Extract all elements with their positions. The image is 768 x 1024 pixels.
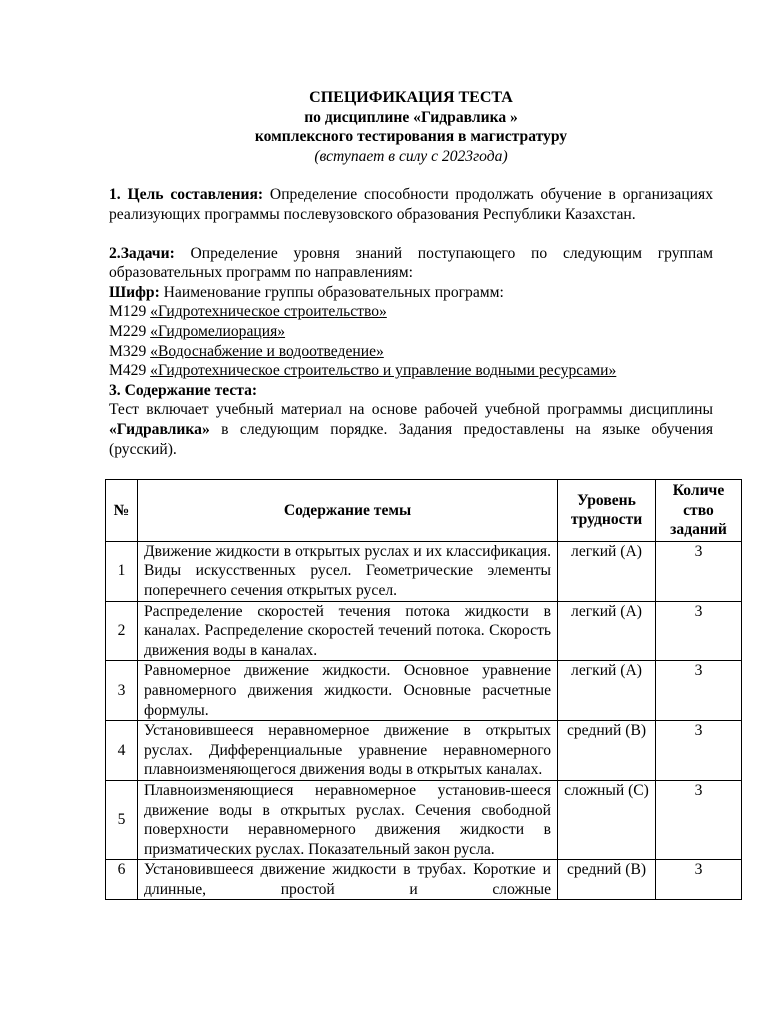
row-level: легкий (А) bbox=[558, 661, 656, 721]
table-row bbox=[106, 601, 742, 661]
row-level: легкий (А) bbox=[558, 541, 656, 601]
header-count: Количе ство заданий bbox=[656, 480, 742, 542]
program-code: М129 bbox=[109, 303, 151, 321]
cipher-line bbox=[109, 283, 713, 303]
table-row bbox=[106, 721, 742, 781]
discipline-line: по дисциплине «Гидравлика » bbox=[304, 108, 518, 126]
row-topic: Движение жидкости в открытых руслах и их классификация. Виды искусственных русел. Геометрические элементы поперечнего сечения открытых русел. bbox=[138, 541, 558, 601]
program-item bbox=[109, 361, 713, 381]
table-row bbox=[106, 860, 742, 900]
row-num: 1 bbox=[106, 541, 138, 601]
program-link[interactable]: «Гидротехническое строительство и управление водными ресурсами» bbox=[150, 362, 617, 380]
program-code: М329 bbox=[109, 342, 151, 360]
section-purpose bbox=[109, 185, 713, 224]
row-count: 3 bbox=[656, 661, 742, 721]
row-level: сложный (С) bbox=[558, 780, 656, 859]
document-title: СПЕЦИФИКАЦИЯ ТЕСТА bbox=[309, 89, 513, 106]
row-level: средний (В) bbox=[558, 860, 656, 900]
row-count: 3 bbox=[656, 860, 742, 900]
row-topic: Установившееся движение жидкости в трубах. Короткие и длинные, простой и сложные bbox=[138, 860, 558, 900]
section-purpose-label: 1. Цель составления: bbox=[109, 186, 264, 204]
row-topic: Плавноизменяющиеся неравномерное установив-шееся движение воды в открытых руслах. Сечения свободной поверхности неравномерного движения жидкости в призматических руслах. Показательный закон русла. bbox=[138, 780, 558, 859]
row-num: 2 bbox=[106, 601, 138, 661]
row-num: 6 bbox=[106, 860, 138, 900]
topics-table bbox=[105, 479, 742, 900]
section-tasks-text: Определение уровня знаний поступающего по следующим группам образовательных программ по направлениям: bbox=[109, 244, 713, 282]
cipher-text: Наименование группы образовательных программ: bbox=[159, 283, 504, 301]
table-row bbox=[106, 780, 742, 859]
header-num: № bbox=[106, 480, 138, 542]
row-num: 5 bbox=[106, 780, 138, 859]
row-count: 3 bbox=[656, 601, 742, 661]
program-link[interactable]: «Водоснабжение и водоотведение» bbox=[150, 342, 384, 360]
program-link[interactable]: «Гидромелиорация» bbox=[150, 322, 286, 340]
row-num: 4 bbox=[106, 721, 138, 781]
header-topic: Содержание темы bbox=[138, 480, 558, 542]
table-row bbox=[106, 661, 742, 721]
row-num: 3 bbox=[106, 661, 138, 721]
table-header-row bbox=[106, 480, 742, 542]
program-item bbox=[109, 322, 713, 342]
program-item bbox=[109, 342, 713, 362]
row-topic: Равномерное движение жидкости. Основное уравнение равномерного движения жидкости. Основные расчетные формулы. bbox=[138, 661, 558, 721]
section-purpose-text: Определение способности продолжать обучение в организациях реализующих программы послевузовского образования Республики Казахстан. bbox=[109, 186, 713, 223]
testing-line: комплексного тестирования в магистратуру bbox=[254, 128, 568, 146]
content-text-part: Тест включает учебный материал на основе рабочей учебной программы дисциплины bbox=[109, 401, 713, 419]
section-content-label: 3. Содержание теста: bbox=[109, 381, 258, 399]
row-level: средний (В) bbox=[558, 721, 656, 781]
program-item bbox=[109, 302, 713, 322]
program-code: М229 bbox=[109, 322, 151, 340]
row-count: 3 bbox=[656, 780, 742, 859]
table-row bbox=[106, 541, 742, 601]
section-tasks-label: 2.Задачи: bbox=[109, 244, 175, 262]
header-level: Уровень трудности bbox=[558, 480, 656, 542]
program-link[interactable]: «Гидротехническое строительство» bbox=[150, 303, 387, 321]
row-topic: Установившееся неравномерное движение в открытых руслах. Дифференциальные уравнение неравномерного плавноизменяющегося движения воды в открытых каналах. bbox=[138, 721, 558, 781]
discipline-name: «Гидравлика» bbox=[109, 420, 210, 438]
program-code: М429 bbox=[109, 362, 151, 380]
row-level: легкий (А) bbox=[558, 601, 656, 661]
effective-date: (вступает в силу с 2023года) bbox=[314, 147, 508, 165]
row-topic: Распределение скоростей течения потока жидкости в каналах. Распределение скоростей течений потока. Скорость движения воды в каналах. bbox=[138, 601, 558, 661]
document-body bbox=[109, 88, 713, 459]
cipher-label: Шифр: bbox=[109, 283, 160, 301]
row-count: 3 bbox=[656, 541, 742, 601]
content-text-part: в следующим порядке. Задания предоставлены на языке обучения (русский). bbox=[109, 420, 713, 458]
section-tasks bbox=[109, 244, 713, 283]
row-count: 3 bbox=[656, 721, 742, 781]
section-content-text bbox=[109, 400, 713, 459]
